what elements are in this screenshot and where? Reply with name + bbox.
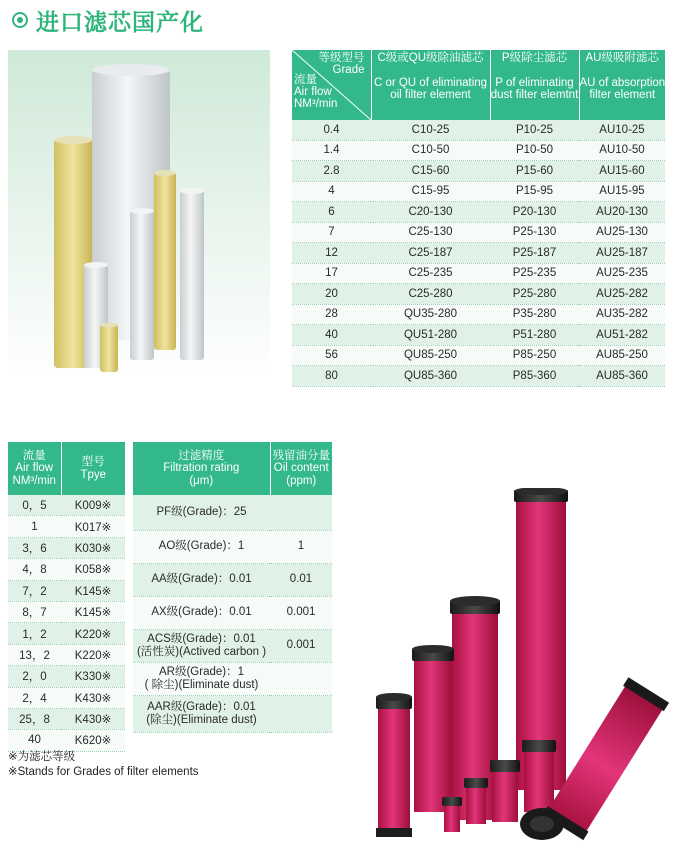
- table-cell: 80: [292, 366, 371, 387]
- table-cell: 40: [292, 325, 371, 346]
- table-cell: 28: [292, 304, 371, 325]
- column-header-en: P of eliminating: [495, 76, 574, 89]
- column-header-en: Oil content: [273, 462, 329, 475]
- table-cell: [270, 662, 332, 695]
- table-row: [292, 345, 665, 366]
- column-header-cn: 残留油分量: [272, 449, 330, 462]
- column-header-filtration: [133, 442, 270, 495]
- table-cell: 4，8: [8, 559, 61, 580]
- column-header-cn: 流量: [22, 449, 46, 462]
- table-row: [133, 695, 332, 732]
- flow-type-table: [8, 442, 125, 752]
- table-cell: 6: [292, 202, 371, 223]
- table-cell: 1: [8, 516, 61, 537]
- table-cell: K430※: [61, 708, 125, 729]
- column-header-type: [61, 442, 125, 495]
- table-row: [133, 530, 332, 563]
- table-row: [292, 181, 665, 202]
- table-cell: QU85-360: [371, 366, 490, 387]
- table-cell: AU20-130: [579, 202, 665, 223]
- grade-line: AAR级(Grade)：0.01: [147, 700, 256, 713]
- table-cell: AU10-25: [579, 120, 665, 140]
- flow-header-en: Air flow: [294, 86, 332, 98]
- page-title: [12, 4, 204, 36]
- table-cell: P25-235: [490, 263, 579, 284]
- grade-note: (活性炭)(Actived carbon ): [136, 645, 267, 658]
- table-cell: K145※: [61, 580, 125, 601]
- table-cell: P25-130: [490, 222, 579, 243]
- table-row: [8, 623, 125, 644]
- table-cell: [133, 629, 270, 662]
- grade-header-cn: 等级型号: [318, 52, 365, 64]
- table-row: [8, 644, 125, 665]
- column-header-en: Air flow: [15, 462, 54, 475]
- grade-line: AO级(Grade)：1: [158, 540, 245, 552]
- table-cell: P25-280: [490, 284, 579, 305]
- table-cell: [133, 662, 270, 695]
- header-corner-cell: [292, 50, 371, 120]
- column-header-cn: C级或QU级除油滤芯: [377, 52, 484, 64]
- table-cell: 3，6: [8, 537, 61, 558]
- column-header-unit: NM³/min: [12, 474, 56, 487]
- column-header-flow: [8, 442, 61, 495]
- column-header-cn: P级除尘滤芯: [501, 52, 568, 64]
- table-row: [8, 601, 125, 622]
- table-cell: 7，2: [8, 580, 61, 601]
- table-cell: P20-130: [490, 202, 579, 223]
- table-cell: C25-187: [371, 243, 490, 264]
- table-cell: C25-280: [371, 284, 490, 305]
- column-header-oil: [270, 442, 332, 495]
- grade-line: PF级(Grade)：25: [156, 505, 247, 518]
- column-header-en: Filtration rating: [163, 462, 240, 475]
- table-cell: 0，5: [8, 495, 61, 516]
- table-cell: P85-360: [490, 366, 579, 387]
- table-cell: 2，0: [8, 666, 61, 687]
- table-cell: 17: [292, 263, 371, 284]
- table-row: [133, 563, 332, 596]
- column-header-en: dust filter elemtnt: [490, 89, 579, 101]
- table-cell: AU51-282: [579, 325, 665, 346]
- column-header-en: Tpye: [80, 468, 107, 481]
- column-header-en: oil filter element: [390, 89, 471, 101]
- filtration-rating-table: [133, 442, 332, 733]
- table-row: [292, 366, 665, 387]
- table-row: [292, 284, 665, 305]
- column-header-unit: (μm): [189, 474, 214, 487]
- table-cell: 0.001: [270, 596, 332, 629]
- table-cell: K009※: [61, 495, 125, 516]
- grade-header: [319, 52, 365, 76]
- table-cell: QU51-280: [371, 325, 490, 346]
- table-cell: QU85-250: [371, 345, 490, 366]
- table-cell: C25-130: [371, 222, 490, 243]
- table-cell: C15-60: [371, 161, 490, 182]
- table-cell: 0.01: [270, 563, 332, 596]
- table-cell: 0.001: [270, 629, 332, 662]
- table-row: [292, 202, 665, 223]
- table-cell: AU10-50: [579, 140, 665, 161]
- column-header-cn: 型号: [81, 456, 105, 468]
- flow-header: [294, 74, 337, 110]
- table-cell: AU35-282: [579, 304, 665, 325]
- table-cell: C20-130: [371, 202, 490, 223]
- table-cell: 8，7: [8, 601, 61, 622]
- column-header-en: C or QU of eliminating: [373, 76, 488, 89]
- table-cell: P10-50: [490, 140, 579, 161]
- flow-header-unit: NM³/min: [294, 98, 338, 110]
- column-header-c-qu: [371, 50, 490, 120]
- table-cell: 7: [292, 222, 371, 243]
- table-cell: 2.8: [292, 161, 371, 182]
- column-header-unit: (ppm): [286, 474, 317, 487]
- table-cell: [133, 563, 270, 596]
- table-row: [133, 495, 332, 530]
- table-cell: [133, 495, 270, 530]
- column-header-au: [579, 50, 665, 120]
- grade-note: (除尘)(Eliminate dust): [146, 713, 257, 726]
- table-cell: 0.4: [292, 120, 371, 140]
- table-cell: AU15-60: [579, 161, 665, 182]
- table-cell: AU25-282: [579, 284, 665, 305]
- footnote-cn: ※为滤芯等级: [8, 751, 76, 763]
- table-cell: P15-60: [490, 161, 579, 182]
- table-row: [292, 263, 665, 284]
- product-photo-yellow-filters: [8, 50, 270, 380]
- table-cell: C15-95: [371, 181, 490, 202]
- table-cell: [133, 530, 270, 563]
- grade-line: ACS级(Grade)：0.01: [147, 632, 256, 645]
- table-cell: AU25-235: [579, 263, 665, 284]
- table-row: [8, 580, 125, 601]
- column-header-p: [490, 50, 579, 120]
- table-row: [292, 120, 665, 140]
- grade-line: AA级(Grade)：0.01: [151, 573, 252, 585]
- table-cell: C25-235: [371, 263, 490, 284]
- table-cell: AU15-95: [579, 181, 665, 202]
- table-row: [8, 666, 125, 687]
- table-cell: [133, 695, 270, 732]
- table-cell: 20: [292, 284, 371, 305]
- flow-header-cn: 流量: [294, 74, 317, 86]
- table-cell: P35-280: [490, 304, 579, 325]
- grade-header-en: Grade: [332, 64, 365, 76]
- table-cell: C10-25: [371, 120, 490, 140]
- table-cell: 12: [292, 243, 371, 264]
- table-cell: C10-50: [371, 140, 490, 161]
- table-cell: 56: [292, 345, 371, 366]
- table-row: [8, 559, 125, 580]
- table-cell: AU85-250: [579, 345, 665, 366]
- bullet-circle-icon: [12, 12, 28, 28]
- grade-note: ( 除尘)(Eliminate dust): [144, 678, 259, 691]
- table-cell: P51-280: [490, 325, 579, 346]
- table-cell: AU85-360: [579, 366, 665, 387]
- filter-grade-table: [292, 50, 665, 387]
- table-row: [8, 687, 125, 708]
- grade-line: AR级(Grade)：1: [159, 665, 244, 678]
- table-cell: K145※: [61, 601, 125, 622]
- table-cell: K030※: [61, 537, 125, 558]
- column-header-en: filter element: [589, 89, 656, 101]
- table-cell: 13，2: [8, 644, 61, 665]
- table-row: [8, 516, 125, 537]
- column-header-en: AU of absorption: [579, 76, 665, 89]
- table-cell: K220※: [61, 623, 125, 644]
- table-row: [292, 304, 665, 325]
- table-cell: 2，4: [8, 687, 61, 708]
- table-row: [133, 596, 332, 629]
- table-row: [133, 662, 332, 695]
- table-row: [292, 161, 665, 182]
- table-cell: QU35-280: [371, 304, 490, 325]
- table-cell: K017※: [61, 516, 125, 537]
- table-cell: [133, 596, 270, 629]
- table-row: [8, 495, 125, 516]
- product-photo-red-filters: [360, 488, 672, 848]
- table-cell: P25-187: [490, 243, 579, 264]
- table-cell: 1: [270, 530, 332, 563]
- table-row: [292, 140, 665, 161]
- table-row: [8, 537, 125, 558]
- table-cell: [270, 495, 332, 530]
- table-row: [292, 243, 665, 264]
- table-cell: P15-95: [490, 181, 579, 202]
- table-cell: K220※: [61, 644, 125, 665]
- table-row: [8, 708, 125, 729]
- table-cell: K430※: [61, 687, 125, 708]
- table-cell: 40: [8, 730, 61, 751]
- table-cell: 1，2: [8, 623, 61, 644]
- table-cell: 4: [292, 181, 371, 202]
- column-header-cn: AU级吸附滤芯: [585, 52, 659, 64]
- table-cell: AU25-187: [579, 243, 665, 264]
- table-cell: AU25-130: [579, 222, 665, 243]
- table-cell: K620※: [61, 730, 125, 751]
- table-cell: 1.4: [292, 140, 371, 161]
- table-cell: 25，8: [8, 708, 61, 729]
- table-row: [292, 222, 665, 243]
- page-title-text: 进口滤芯国产化: [36, 8, 204, 35]
- table-cell: P10-25: [490, 120, 579, 140]
- footnote-en: ※Stands for Grades of filter elements: [8, 766, 199, 778]
- table-cell: K058※: [61, 559, 125, 580]
- table-cell: K330※: [61, 666, 125, 687]
- column-header-cn: 过滤精度: [178, 449, 225, 462]
- grade-line: AX级(Grade)：0.01: [151, 606, 252, 618]
- table-row: [133, 629, 332, 662]
- table-cell: [270, 695, 332, 732]
- table-cell: P85-250: [490, 345, 579, 366]
- table-row: [292, 325, 665, 346]
